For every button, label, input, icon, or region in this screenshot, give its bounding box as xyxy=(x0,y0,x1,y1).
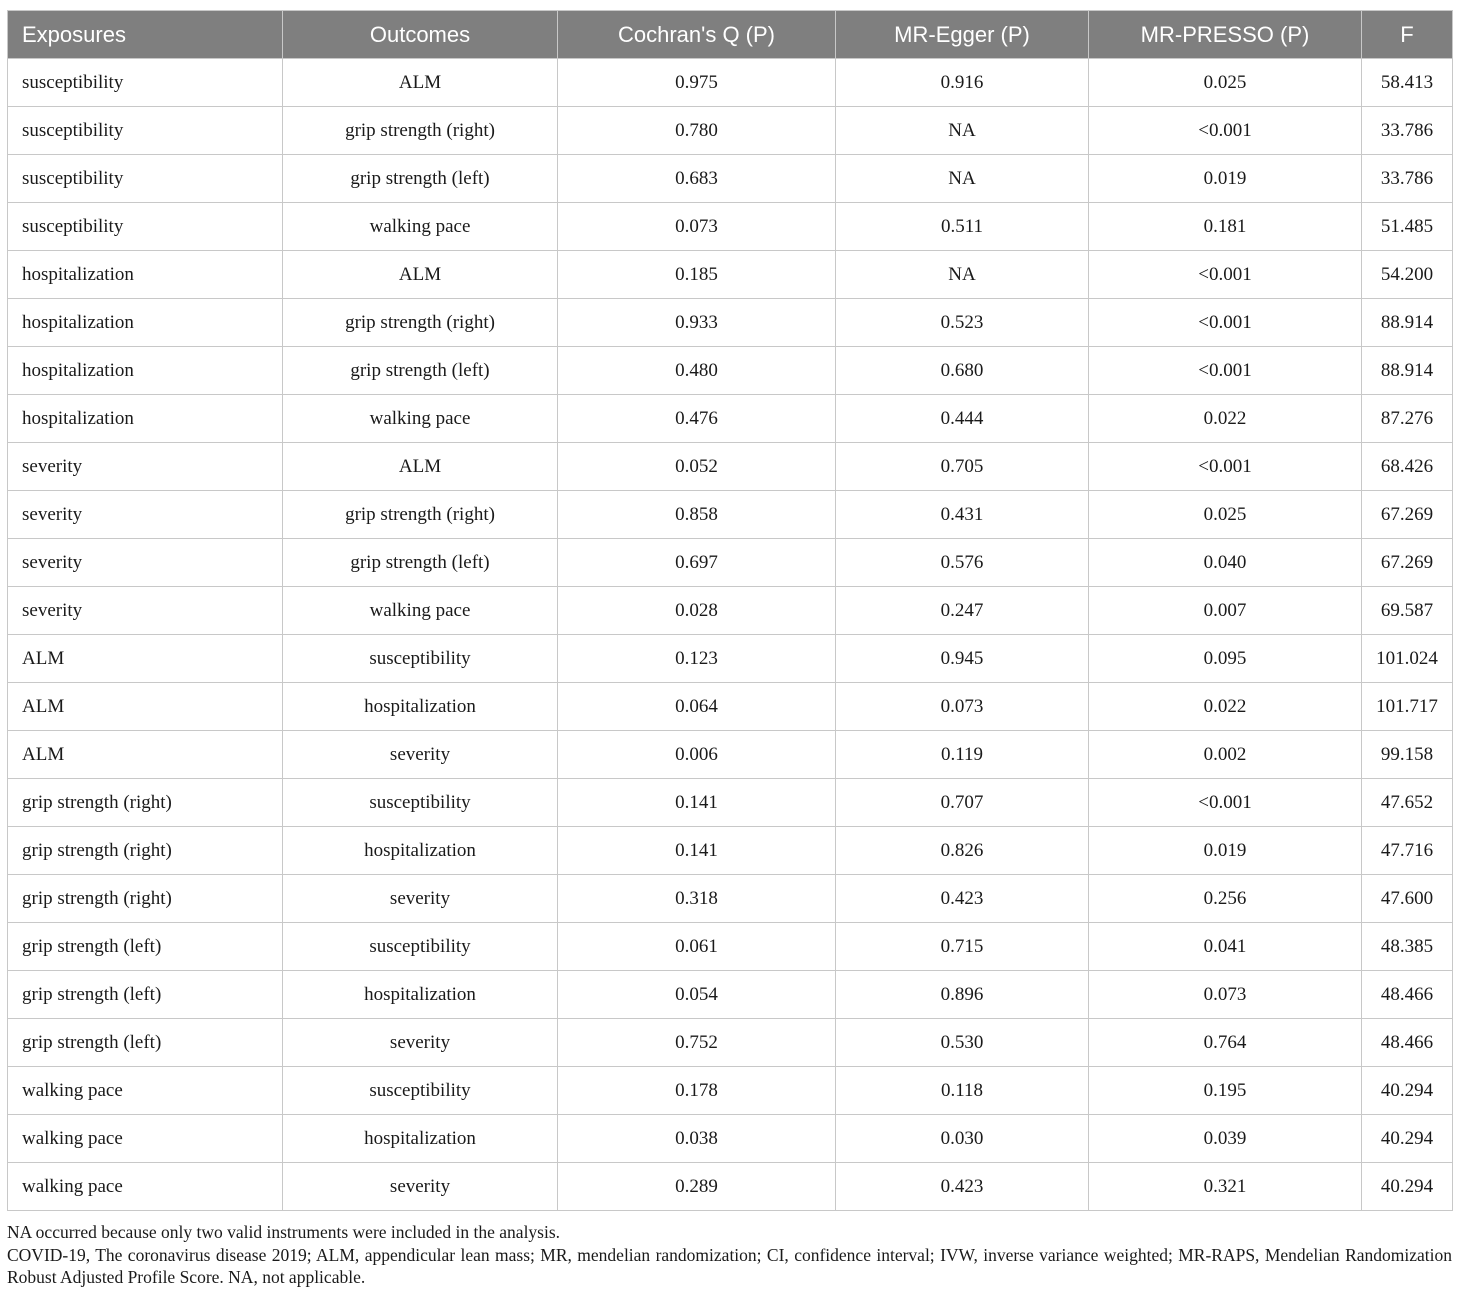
mr-presso-cell: <0.001 xyxy=(1089,107,1362,155)
exposure-cell: hospitalization xyxy=(8,347,283,395)
table-row xyxy=(8,203,1453,251)
cochrans-q-cell: 0.780 xyxy=(558,107,836,155)
outcome-cell: grip strength (left) xyxy=(283,155,558,203)
mr-egger-cell: 0.826 xyxy=(836,827,1089,875)
mr-presso-cell: 0.022 xyxy=(1089,395,1362,443)
mr-egger-cell: NA xyxy=(836,251,1089,299)
table-body xyxy=(8,59,1453,1211)
mr-presso-cell: 0.195 xyxy=(1089,1067,1362,1115)
mr-presso-cell: 0.019 xyxy=(1089,827,1362,875)
mr-egger-cell: 0.423 xyxy=(836,875,1089,923)
cochrans-q-cell: 0.123 xyxy=(558,635,836,683)
table-row xyxy=(8,1067,1453,1115)
mr-presso-cell: 0.181 xyxy=(1089,203,1362,251)
f-cell: 54.200 xyxy=(1362,251,1453,299)
outcome-cell: grip strength (left) xyxy=(283,539,558,587)
mr-egger-cell: 0.680 xyxy=(836,347,1089,395)
mr-presso-cell: 0.073 xyxy=(1089,971,1362,1019)
f-cell: 51.485 xyxy=(1362,203,1453,251)
outcome-cell: walking pace xyxy=(283,203,558,251)
f-cell: 33.786 xyxy=(1362,107,1453,155)
table-row xyxy=(8,827,1453,875)
f-cell: 48.466 xyxy=(1362,971,1453,1019)
outcome-cell: hospitalization xyxy=(283,971,558,1019)
outcome-cell: hospitalization xyxy=(283,683,558,731)
cochrans-q-cell: 0.061 xyxy=(558,923,836,971)
table-row xyxy=(8,299,1453,347)
exposure-cell: grip strength (right) xyxy=(8,779,283,827)
mr-presso-cell: 0.256 xyxy=(1089,875,1362,923)
exposure-cell: ALM xyxy=(8,683,283,731)
mr-egger-cell: 0.707 xyxy=(836,779,1089,827)
mr-egger-cell: 0.119 xyxy=(836,731,1089,779)
table-row xyxy=(8,347,1453,395)
cochrans-q-cell: 0.141 xyxy=(558,779,836,827)
results-table xyxy=(7,10,1453,1211)
header-exposures: Exposures xyxy=(8,11,283,59)
table-row xyxy=(8,779,1453,827)
cochrans-q-cell: 0.697 xyxy=(558,539,836,587)
mr-egger-cell: 0.530 xyxy=(836,1019,1089,1067)
header-outcomes: Outcomes xyxy=(283,11,558,59)
header-mr-presso: MR-PRESSO (P) xyxy=(1089,11,1362,59)
mr-egger-cell: 0.511 xyxy=(836,203,1089,251)
mr-egger-cell: 0.118 xyxy=(836,1067,1089,1115)
table-row xyxy=(8,731,1453,779)
header-row xyxy=(8,11,1453,59)
mr-presso-cell: 0.321 xyxy=(1089,1163,1362,1211)
cochrans-q-cell: 0.975 xyxy=(558,59,836,107)
cochrans-q-cell: 0.289 xyxy=(558,1163,836,1211)
cochrans-q-cell: 0.038 xyxy=(558,1115,836,1163)
f-cell: 40.294 xyxy=(1362,1163,1453,1211)
table-row xyxy=(8,539,1453,587)
cochrans-q-cell: 0.052 xyxy=(558,443,836,491)
outcome-cell: severity xyxy=(283,1019,558,1067)
mr-egger-cell: 0.444 xyxy=(836,395,1089,443)
cochrans-q-cell: 0.064 xyxy=(558,683,836,731)
outcome-cell: walking pace xyxy=(283,395,558,443)
mr-presso-cell: 0.002 xyxy=(1089,731,1362,779)
table-row xyxy=(8,443,1453,491)
cochrans-q-cell: 0.683 xyxy=(558,155,836,203)
f-cell: 101.717 xyxy=(1362,683,1453,731)
f-cell: 101.024 xyxy=(1362,635,1453,683)
f-cell: 88.914 xyxy=(1362,299,1453,347)
mr-egger-cell: 0.896 xyxy=(836,971,1089,1019)
mr-presso-cell: 0.040 xyxy=(1089,539,1362,587)
cochrans-q-cell: 0.858 xyxy=(558,491,836,539)
exposure-cell: susceptibility xyxy=(8,203,283,251)
outcome-cell: ALM xyxy=(283,443,558,491)
exposure-cell: grip strength (right) xyxy=(8,875,283,923)
f-cell: 99.158 xyxy=(1362,731,1453,779)
header-cochrans-q: Cochran's Q (P) xyxy=(558,11,836,59)
outcome-cell: severity xyxy=(283,1163,558,1211)
table-row xyxy=(8,923,1453,971)
mr-presso-cell: <0.001 xyxy=(1089,779,1362,827)
f-cell: 67.269 xyxy=(1362,491,1453,539)
cochrans-q-cell: 0.185 xyxy=(558,251,836,299)
mr-presso-cell: 0.095 xyxy=(1089,635,1362,683)
mr-presso-cell: 0.019 xyxy=(1089,155,1362,203)
mr-egger-cell: 0.916 xyxy=(836,59,1089,107)
outcome-cell: susceptibility xyxy=(283,1067,558,1115)
table-row xyxy=(8,1163,1453,1211)
mr-presso-cell: 0.041 xyxy=(1089,923,1362,971)
header-mr-egger: MR-Egger (P) xyxy=(836,11,1089,59)
footnote-abbreviations: COVID-19, The coronavirus disease 2019; ALM, appendicular lean mass; MR, mendelian randomization; CI, confidence interval; IVW, inverse variance weighted; MR-RAPS, Mendelian Randomization Robust Adjusted Profile Score. NA, not applicable. xyxy=(7,1244,1452,1287)
f-cell: 40.294 xyxy=(1362,1067,1453,1115)
cochrans-q-cell: 0.480 xyxy=(558,347,836,395)
mr-presso-cell: 0.764 xyxy=(1089,1019,1362,1067)
exposure-cell: severity xyxy=(8,443,283,491)
exposure-cell: susceptibility xyxy=(8,155,283,203)
table-row xyxy=(8,683,1453,731)
exposure-cell: hospitalization xyxy=(8,299,283,347)
table-footnotes xyxy=(7,1221,1452,1289)
exposure-cell: ALM xyxy=(8,635,283,683)
outcome-cell: hospitalization xyxy=(283,827,558,875)
f-cell: 48.385 xyxy=(1362,923,1453,971)
outcome-cell: grip strength (right) xyxy=(283,107,558,155)
mr-egger-cell: 0.576 xyxy=(836,539,1089,587)
exposure-cell: grip strength (left) xyxy=(8,1019,283,1067)
outcome-cell: susceptibility xyxy=(283,635,558,683)
exposure-cell: grip strength (right) xyxy=(8,827,283,875)
mr-egger-cell: 0.423 xyxy=(836,1163,1089,1211)
table-container xyxy=(7,10,1452,1289)
f-cell: 33.786 xyxy=(1362,155,1453,203)
mr-egger-cell: 0.431 xyxy=(836,491,1089,539)
outcome-cell: susceptibility xyxy=(283,779,558,827)
mr-presso-cell: <0.001 xyxy=(1089,347,1362,395)
table-row xyxy=(8,251,1453,299)
outcome-cell: hospitalization xyxy=(283,1115,558,1163)
exposure-cell: hospitalization xyxy=(8,395,283,443)
exposure-cell: walking pace xyxy=(8,1067,283,1115)
outcome-cell: grip strength (right) xyxy=(283,491,558,539)
outcome-cell: ALM xyxy=(283,251,558,299)
cochrans-q-cell: 0.476 xyxy=(558,395,836,443)
outcome-cell: grip strength (right) xyxy=(283,299,558,347)
exposure-cell: severity xyxy=(8,539,283,587)
cochrans-q-cell: 0.073 xyxy=(558,203,836,251)
table-row xyxy=(8,635,1453,683)
table-row xyxy=(8,107,1453,155)
exposure-cell: grip strength (left) xyxy=(8,923,283,971)
cochrans-q-cell: 0.006 xyxy=(558,731,836,779)
table-row xyxy=(8,1019,1453,1067)
f-cell: 48.466 xyxy=(1362,1019,1453,1067)
mr-egger-cell: NA xyxy=(836,107,1089,155)
mr-presso-cell: 0.025 xyxy=(1089,491,1362,539)
f-cell: 87.276 xyxy=(1362,395,1453,443)
table-row xyxy=(8,491,1453,539)
outcome-cell: ALM xyxy=(283,59,558,107)
cochrans-q-cell: 0.752 xyxy=(558,1019,836,1067)
footnote-na: NA occurred because only two valid instruments were included in the analysis. xyxy=(7,1222,561,1242)
cochrans-q-cell: 0.178 xyxy=(558,1067,836,1115)
exposure-cell: ALM xyxy=(8,731,283,779)
cochrans-q-cell: 0.318 xyxy=(558,875,836,923)
exposure-cell: walking pace xyxy=(8,1115,283,1163)
f-cell: 68.426 xyxy=(1362,443,1453,491)
f-cell: 58.413 xyxy=(1362,59,1453,107)
f-cell: 67.269 xyxy=(1362,539,1453,587)
table-row xyxy=(8,1115,1453,1163)
exposure-cell: grip strength (left) xyxy=(8,971,283,1019)
mr-egger-cell: 0.247 xyxy=(836,587,1089,635)
f-cell: 47.652 xyxy=(1362,779,1453,827)
mr-egger-cell: 0.030 xyxy=(836,1115,1089,1163)
f-cell: 40.294 xyxy=(1362,1115,1453,1163)
exposure-cell: severity xyxy=(8,587,283,635)
table-row xyxy=(8,587,1453,635)
header-f: F xyxy=(1362,11,1453,59)
mr-presso-cell: <0.001 xyxy=(1089,443,1362,491)
exposure-cell: susceptibility xyxy=(8,107,283,155)
f-cell: 47.600 xyxy=(1362,875,1453,923)
f-cell: 69.587 xyxy=(1362,587,1453,635)
exposure-cell: severity xyxy=(8,491,283,539)
cochrans-q-cell: 0.028 xyxy=(558,587,836,635)
outcome-cell: susceptibility xyxy=(283,923,558,971)
table-row xyxy=(8,971,1453,1019)
f-cell: 47.716 xyxy=(1362,827,1453,875)
mr-presso-cell: <0.001 xyxy=(1089,251,1362,299)
outcome-cell: grip strength (left) xyxy=(283,347,558,395)
cochrans-q-cell: 0.141 xyxy=(558,827,836,875)
exposure-cell: walking pace xyxy=(8,1163,283,1211)
mr-egger-cell: 0.073 xyxy=(836,683,1089,731)
mr-egger-cell: 0.705 xyxy=(836,443,1089,491)
f-cell: 88.914 xyxy=(1362,347,1453,395)
mr-presso-cell: 0.007 xyxy=(1089,587,1362,635)
mr-egger-cell: 0.945 xyxy=(836,635,1089,683)
cochrans-q-cell: 0.054 xyxy=(558,971,836,1019)
mr-egger-cell: NA xyxy=(836,155,1089,203)
mr-egger-cell: 0.715 xyxy=(836,923,1089,971)
mr-egger-cell: 0.523 xyxy=(836,299,1089,347)
mr-presso-cell: 0.039 xyxy=(1089,1115,1362,1163)
table-row xyxy=(8,875,1453,923)
mr-presso-cell: <0.001 xyxy=(1089,299,1362,347)
outcome-cell: severity xyxy=(283,731,558,779)
cochrans-q-cell: 0.933 xyxy=(558,299,836,347)
table-row xyxy=(8,395,1453,443)
exposure-cell: hospitalization xyxy=(8,251,283,299)
outcome-cell: walking pace xyxy=(283,587,558,635)
table-row xyxy=(8,59,1453,107)
mr-presso-cell: 0.022 xyxy=(1089,683,1362,731)
exposure-cell: susceptibility xyxy=(8,59,283,107)
table-row xyxy=(8,155,1453,203)
mr-presso-cell: 0.025 xyxy=(1089,59,1362,107)
outcome-cell: severity xyxy=(283,875,558,923)
